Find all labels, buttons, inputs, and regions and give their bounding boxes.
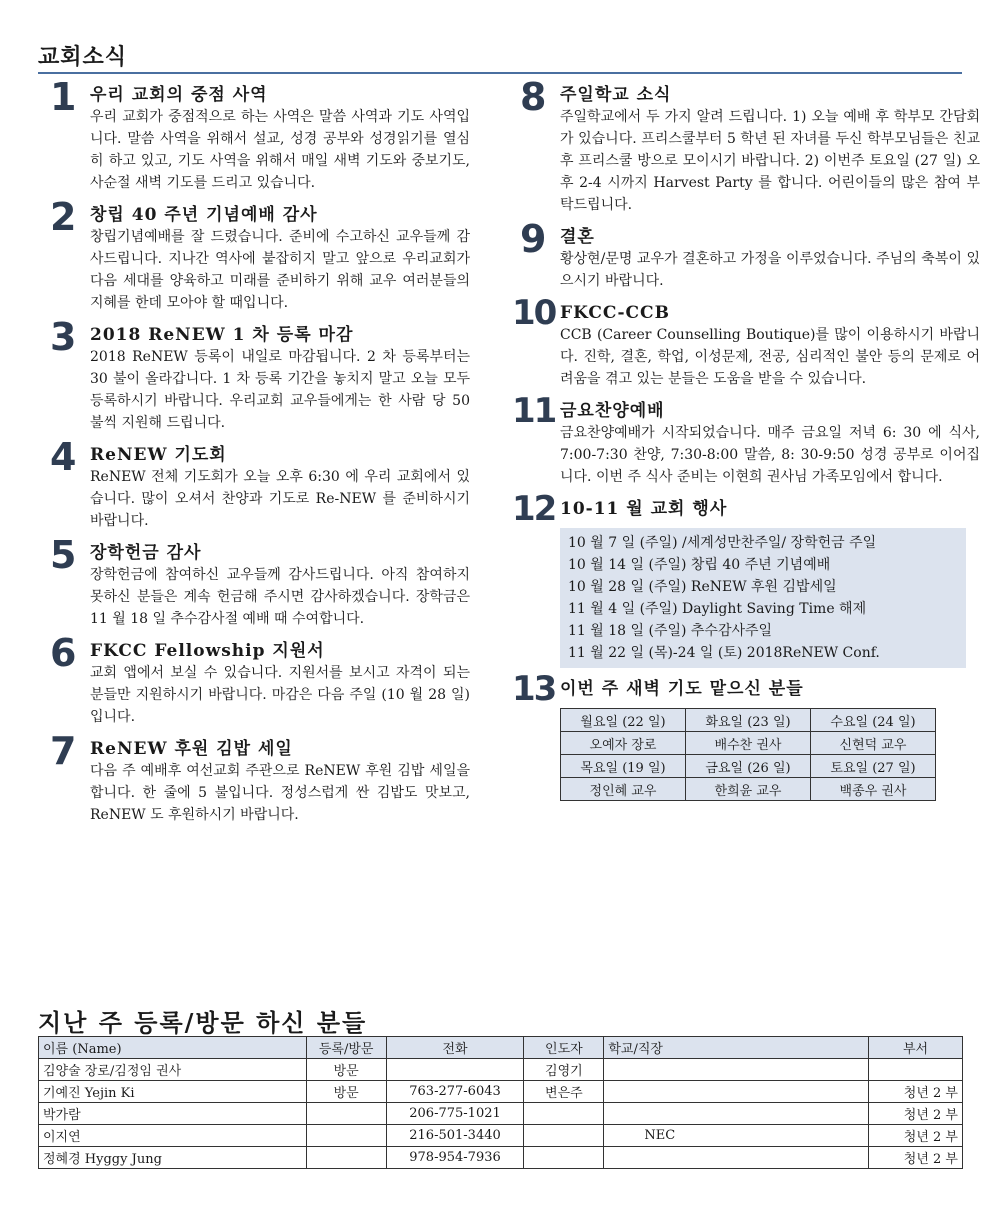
- news-body: 우리 교회가 중점적으로 하는 사역은 말씀 사역과 기도 사역입니다. 말씀 사역을 위해서 설교, 성경 공부와 성경읽기를 열심히 하고 있고, 기도 사역을 위해서 매일 새벽 기도와 중보기도, 사순절 새벽 기도를 드리고 있습니다.: [90, 109, 470, 191]
- news-number: 4: [50, 435, 77, 479]
- visitor-guide: [524, 1125, 604, 1147]
- news-item-7: [50, 729, 470, 826]
- prayer-day: 화요일 (23 일): [686, 709, 811, 732]
- news-column-right: [512, 75, 980, 801]
- news-item-3: [50, 315, 470, 434]
- table-row: [39, 1125, 963, 1147]
- table-row: [39, 1147, 963, 1169]
- table-row: [39, 1059, 963, 1081]
- news-body: 주일학교에서 두 가지 알려 드립니다. 1) 오늘 예배 후 학부모 간담회가 있습니다. 프리스쿨부터 5 학년 된 자녀를 두신 학부모님들은 친교후 프리스쿨 방으로 모이시기 바랍니다. 2) 이번주 토요일 (27 일) 오후 2-4 시까지 Harvest Party 를 합니다. 어린이들의 많은 참여 부탁드립니다.: [560, 109, 980, 213]
- prayer-schedule-table: [560, 708, 936, 801]
- visitor-name: 김양술 장로/김정임 권사: [39, 1059, 307, 1081]
- news-title: FKCC Fellowship 지원서: [90, 641, 325, 661]
- news-body: 금요찬양예배가 시작되었습니다. 매주 금요일 저녁 6: 30 에 식사, 7:00-7:30 찬양, 7:30-8:00 말씀, 8: 30-9:50 성경 공부로 이어집니다. 이번 주 식사 준비는 이현희 권사님 가족모임에서 합니다.: [560, 425, 980, 485]
- schedule-entry: 11 월 4 일 (주일) Daylight Saving Time 해제: [568, 601, 867, 617]
- prayer-person: 오예자 장로: [561, 732, 686, 755]
- news-title: ReNEW 후원 김밥 세일: [90, 739, 293, 759]
- page-title: 교회소식: [38, 44, 128, 70]
- prayer-day: 토요일 (27 일): [811, 755, 936, 778]
- visitor-school: [604, 1059, 869, 1081]
- news-item-11: [512, 391, 980, 488]
- news-body: 다음 주 예배후 여선교회 주관으로 ReNEW 후원 김밥 세일을 합니다. 한 줄에 5 불입니다. 정성스럽게 싼 김밥도 맛보고, ReNEW 도 후원하시기 바랍니다.: [90, 763, 470, 823]
- schedule-entry: 10 월 7 일 (주일) /세계성만찬주일/ 장학헌금 주일: [568, 535, 877, 551]
- news-number: 8: [520, 75, 547, 119]
- news-body: 황상현/문명 교우가 결혼하고 가정을 이루었습니다. 주님의 축복이 있으시기 바랍니다.: [560, 251, 980, 289]
- news-title: FKCC-CCB: [560, 303, 670, 323]
- news-item-10: [512, 293, 980, 390]
- news-item-9: [520, 217, 980, 292]
- prayer-day: 수요일 (24 일): [811, 709, 936, 732]
- column-header: 등록/방문: [306, 1037, 386, 1059]
- news-title: 금요찬양예배: [560, 401, 665, 421]
- visitor-phone: 216-501-3440: [386, 1125, 524, 1147]
- column-header: 부서: [869, 1037, 963, 1059]
- title-divider: [38, 72, 962, 74]
- prayer-person: 한희윤 교우: [686, 778, 811, 801]
- news-item-5: [50, 533, 470, 630]
- prayer-person: 백종우 권사: [811, 778, 936, 801]
- prayer-day: 금요일 (26 일): [686, 755, 811, 778]
- news-item-12: [512, 489, 980, 668]
- visitor-guide: 김영기: [524, 1059, 604, 1081]
- news-number: 1: [50, 75, 77, 119]
- column-header: 이름 (Name): [39, 1037, 307, 1059]
- visitor-guide: [524, 1103, 604, 1125]
- visitor-status: 방문: [306, 1059, 386, 1081]
- visitor-phone: 763-277-6043: [386, 1081, 524, 1103]
- news-title: 장학헌금 감사: [90, 543, 202, 563]
- visitors-heading: 지난 주 등록/방문 하신 분들: [38, 1008, 368, 1037]
- news-title: 주일학교 소식: [560, 85, 672, 105]
- visitors-table: [38, 1036, 963, 1169]
- visitor-name: 정혜경 Hyggy Jung: [39, 1147, 307, 1169]
- visitor-department: [869, 1059, 963, 1081]
- news-item-2: [50, 195, 470, 314]
- news-body: 창립기념예배를 잘 드렸습니다. 준비에 수고하신 교우들께 감사드립니다. 지나간 역사에 붙잡히지 말고 앞으로 우리교회가 다음 세대를 양육하고 미래를 준비하기 위해 교우 여러분들의 지혜를 한데 모아야 할 때입니다.: [90, 229, 470, 311]
- visitor-name: 박가람: [39, 1103, 307, 1125]
- visitor-guide: 변은주: [524, 1081, 604, 1103]
- news-body: CCB (Career Counselling Boutique)를 많이 이용하시기 바랍니다. 진학, 결혼, 학업, 이성문제, 전공, 심리적인 불안 등의 문제로 어려움을 겪고 있는 분들은 도움을 받을 수 있습니다.: [560, 327, 980, 387]
- visitor-phone: 206-775-1021: [386, 1103, 524, 1125]
- visitor-phone: [386, 1059, 524, 1081]
- news-title: 결혼: [560, 227, 595, 247]
- table-row: [561, 755, 936, 778]
- news-number: 9: [520, 217, 547, 261]
- news-title: 우리 교회의 중점 사역: [90, 85, 268, 105]
- schedule-entry: 11 월 18 일 (주일) 추수감사주일: [568, 623, 773, 639]
- news-item-13: [512, 669, 980, 801]
- prayer-day: 월요일 (22 일): [561, 709, 686, 732]
- table-row: [561, 732, 936, 755]
- column-header: 전화: [386, 1037, 524, 1059]
- table-row: [561, 778, 936, 801]
- news-number: 2: [50, 195, 77, 239]
- schedule-entry: 10 월 14 일 (주일) 창립 40 주년 기념예배: [568, 557, 831, 573]
- news-title: ReNEW 기도회: [90, 445, 227, 465]
- schedule-entry: 10 월 28 일 (주일) ReNEW 후원 김밥세일: [568, 579, 837, 595]
- news-body: ReNEW 전체 기도회가 오늘 오후 6:30 에 우리 교회에서 있습니다. 많이 오셔서 찬양과 기도로 Re-NEW 를 준비하시기 바랍니다.: [90, 469, 470, 529]
- schedule-entry: 11 월 22 일 (목)-24 일 (토) 2018ReNEW Conf.: [568, 645, 880, 661]
- prayer-person: 배수찬 권사: [686, 732, 811, 755]
- visitor-school: [604, 1081, 869, 1103]
- news-title: 창립 40 주년 기념예배 감사: [90, 205, 318, 225]
- visitor-department: 청년 2 부: [869, 1125, 963, 1147]
- table-row: [39, 1081, 963, 1103]
- news-title: 2018 ReNEW 1 차 등록 마감: [90, 325, 354, 345]
- news-item-1: [50, 75, 470, 194]
- visitor-status: 방문: [306, 1081, 386, 1103]
- table-row: [561, 709, 936, 732]
- table-header-row: [39, 1037, 963, 1059]
- visitor-phone: 978-954-7936: [386, 1147, 524, 1169]
- visitor-name: 이지연: [39, 1125, 307, 1147]
- visitor-name: 기예진 Yejin Ki: [39, 1081, 307, 1103]
- prayer-person: 정인혜 교우: [561, 778, 686, 801]
- visitor-guide: [524, 1147, 604, 1169]
- news-number: 11: [512, 391, 556, 431]
- news-item-4: [50, 435, 470, 532]
- column-header: 인도자: [524, 1037, 604, 1059]
- news-number: 6: [50, 631, 77, 675]
- visitor-department: 청년 2 부: [869, 1081, 963, 1103]
- news-body: 교회 앱에서 보실 수 있습니다. 지원서를 보시고 자격이 되는 분들만 지원하시기 바랍니다. 마감은 다음 주일 (10 월 28 일)입니다.: [90, 665, 470, 725]
- prayer-person: 신현덕 교우: [811, 732, 936, 755]
- news-number: 10: [512, 293, 556, 333]
- news-number: 12: [512, 489, 556, 529]
- visitor-department: 청년 2 부: [869, 1103, 963, 1125]
- news-number: 3: [50, 315, 77, 359]
- news-title: 이번 주 새벽 기도 맡으신 분들: [560, 679, 804, 699]
- news-number: 13: [512, 669, 556, 709]
- event-schedule: [560, 528, 966, 668]
- visitor-school: [604, 1147, 869, 1169]
- column-header: 학교/직장: [604, 1037, 869, 1059]
- news-item-8: [520, 75, 980, 216]
- table-row: [39, 1103, 963, 1125]
- news-column-left: [50, 75, 470, 826]
- visitor-status: [306, 1147, 386, 1169]
- visitor-department: 청년 2 부: [869, 1147, 963, 1169]
- visitor-status: [306, 1103, 386, 1125]
- visitor-school: [604, 1103, 869, 1125]
- visitor-school: NEC: [604, 1125, 869, 1147]
- news-number: 7: [50, 729, 77, 773]
- prayer-day: 목요일 (19 일): [561, 755, 686, 778]
- news-item-6: [50, 631, 470, 728]
- visitor-status: [306, 1125, 386, 1147]
- news-number: 5: [50, 533, 77, 577]
- news-title: 10-11 월 교회 행사: [560, 499, 728, 519]
- news-body: 장학헌금에 참여하신 교우들께 감사드립니다. 아직 참여하지 못하신 분들은 계속 헌금해 주시면 감사하겠습니다. 장학금은 11 월 18 일 추수감사절 예배 때 수여합니다.: [90, 567, 470, 627]
- news-body: 2018 ReNEW 등록이 내일로 마감됩니다. 2 차 등록부터는 30 불이 올라갑니다. 1 차 등록 기간을 놓치지 말고 오늘 모두 등록하시기 바랍니다. 우리교회 교우들에게는 한 사람 당 50 불씩 지원해 드립니다.: [90, 349, 470, 431]
